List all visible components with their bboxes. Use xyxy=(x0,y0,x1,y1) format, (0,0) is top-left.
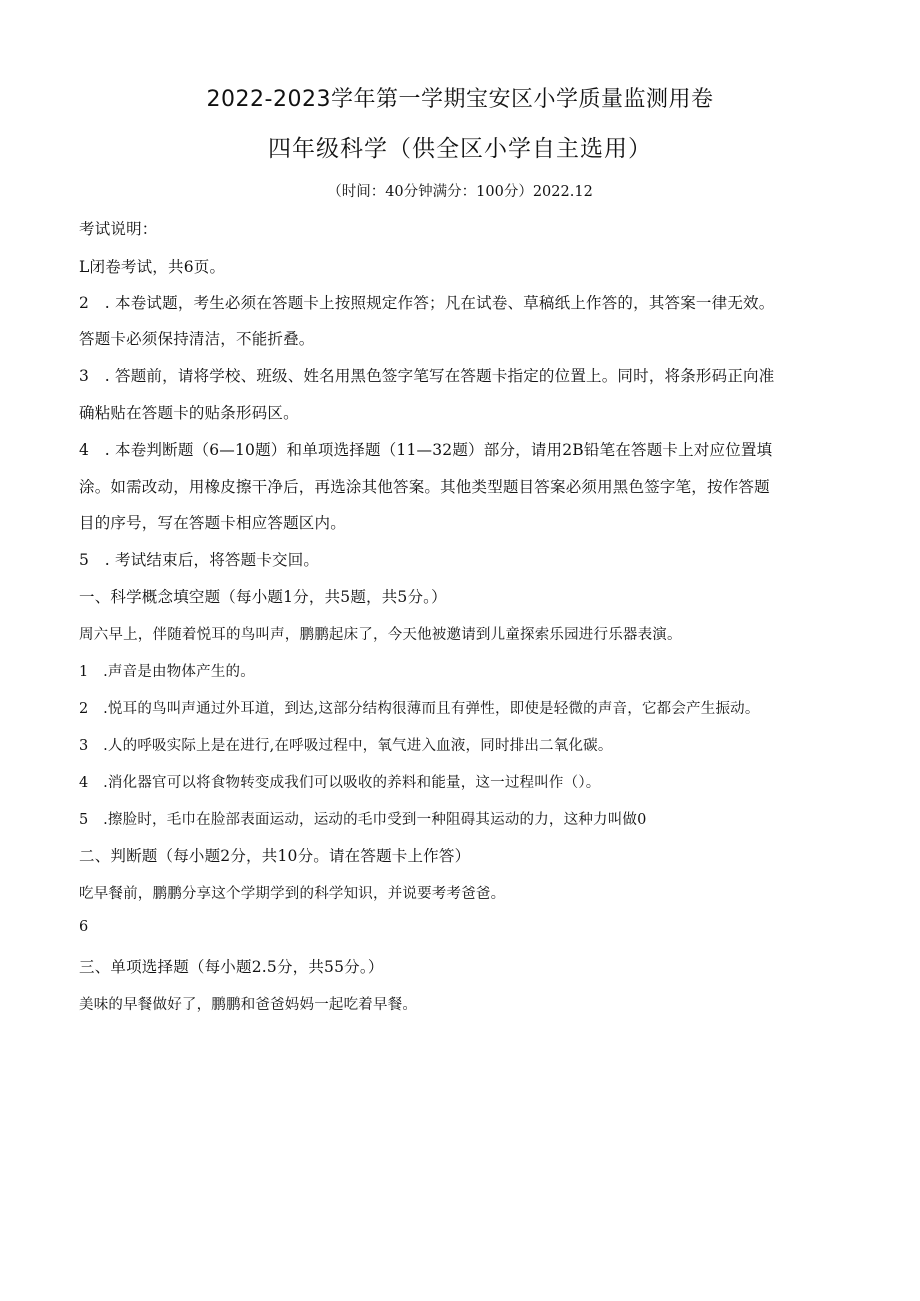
question-4: 4 .消化器官可以将食物转变成我们可以吸收的养料和能量，这一过程叫作（）。 xyxy=(79,775,601,791)
instruction-item-3-cont: 确粘贴在答题卡的贴条形码区。 xyxy=(79,404,299,422)
instruction-item-4-cont: 涂。如需改动，用橡皮擦干净后，再选涂其他答案。其他类型题目答案必须用黑色签字笔，按作答题 xyxy=(79,478,770,496)
section1-intro: 周六早上，伴随着悦耳的鸟叫声，鹏鹏起床了，今天他被邀请到儿童探索乐园进行乐器表演。 xyxy=(79,627,682,643)
question-5: 5 .擦脸时，毛巾在脸部表面运动，运动的毛巾受到一种阻碍其运动的力，这种力叫做0 xyxy=(79,812,647,828)
instruction-item-4: 4 . 本卷判断题（6—10题）和单项选择题（11—32题）部分，请用2B铅笔在答题卡上对应位置填 xyxy=(79,441,773,459)
instruction-item-4-cont2: 目的序号，写在答题卡相应答题区内。 xyxy=(79,514,346,532)
question-2: 2 .悦耳的鸟叫声通过外耳道，到达,这部分结构很薄而且有弹性，即使是轻微的声音，它都会产生振动。 xyxy=(79,701,760,717)
question-6: 6 xyxy=(79,919,89,935)
section3-intro: 美味的早餐做好了，鹏鹏和爸爸妈妈一起吃着早餐。 xyxy=(79,997,418,1013)
section2-intro: 吃早餐前，鹏鹏分享这个学期学到的科学知识，并说要考考爸爸。 xyxy=(79,886,506,902)
instruction-item-2-cont: 答题卡必须保持清洁，不能折叠。 xyxy=(79,330,315,348)
exam-title: 2022-2023学年第一学期宝安区小学质量监测用卷 xyxy=(206,87,714,112)
instruction-item-3: 3 . 答题前，请将学校、班级、姓名用黑色签字笔写在答题卡指定的位置上。同时，将条形码正向准 xyxy=(79,367,775,385)
question-3: 3 .人的呼吸实际上是在进行,在呼吸过程中，氧气进入血液，同时排出二氧化碳。 xyxy=(79,738,613,754)
section2-heading: 二、判断题（每小题2分，共10分。请在答题卡上作答） xyxy=(79,847,471,865)
section1-heading: 一、科学概念填空题（每小题1分，共5题，共5分。） xyxy=(79,588,447,606)
question-1: 1 .声音是由物体产生的。 xyxy=(79,664,255,680)
section3-heading: 三、单项选择题（每小题2.5分，共55分。） xyxy=(79,958,384,976)
exam-meta: （时间：40分钟满分：100分）2022.12 xyxy=(327,184,593,200)
exam-subtitle: 四年级科学（供全区小学自主选用） xyxy=(268,136,652,162)
instruction-item-2: 2 . 本卷试题，考生必须在答题卡上按照规定作答；凡在试卷、草稿纸上作答的，其答案一律无效。 xyxy=(79,294,775,312)
instruction-item-5: 5 . 考试结束后，将答题卡交回。 xyxy=(79,551,320,569)
instructions-heading: 考试说明： xyxy=(79,220,158,238)
instruction-item-1: L闭卷考试，共6页。 xyxy=(79,258,226,276)
